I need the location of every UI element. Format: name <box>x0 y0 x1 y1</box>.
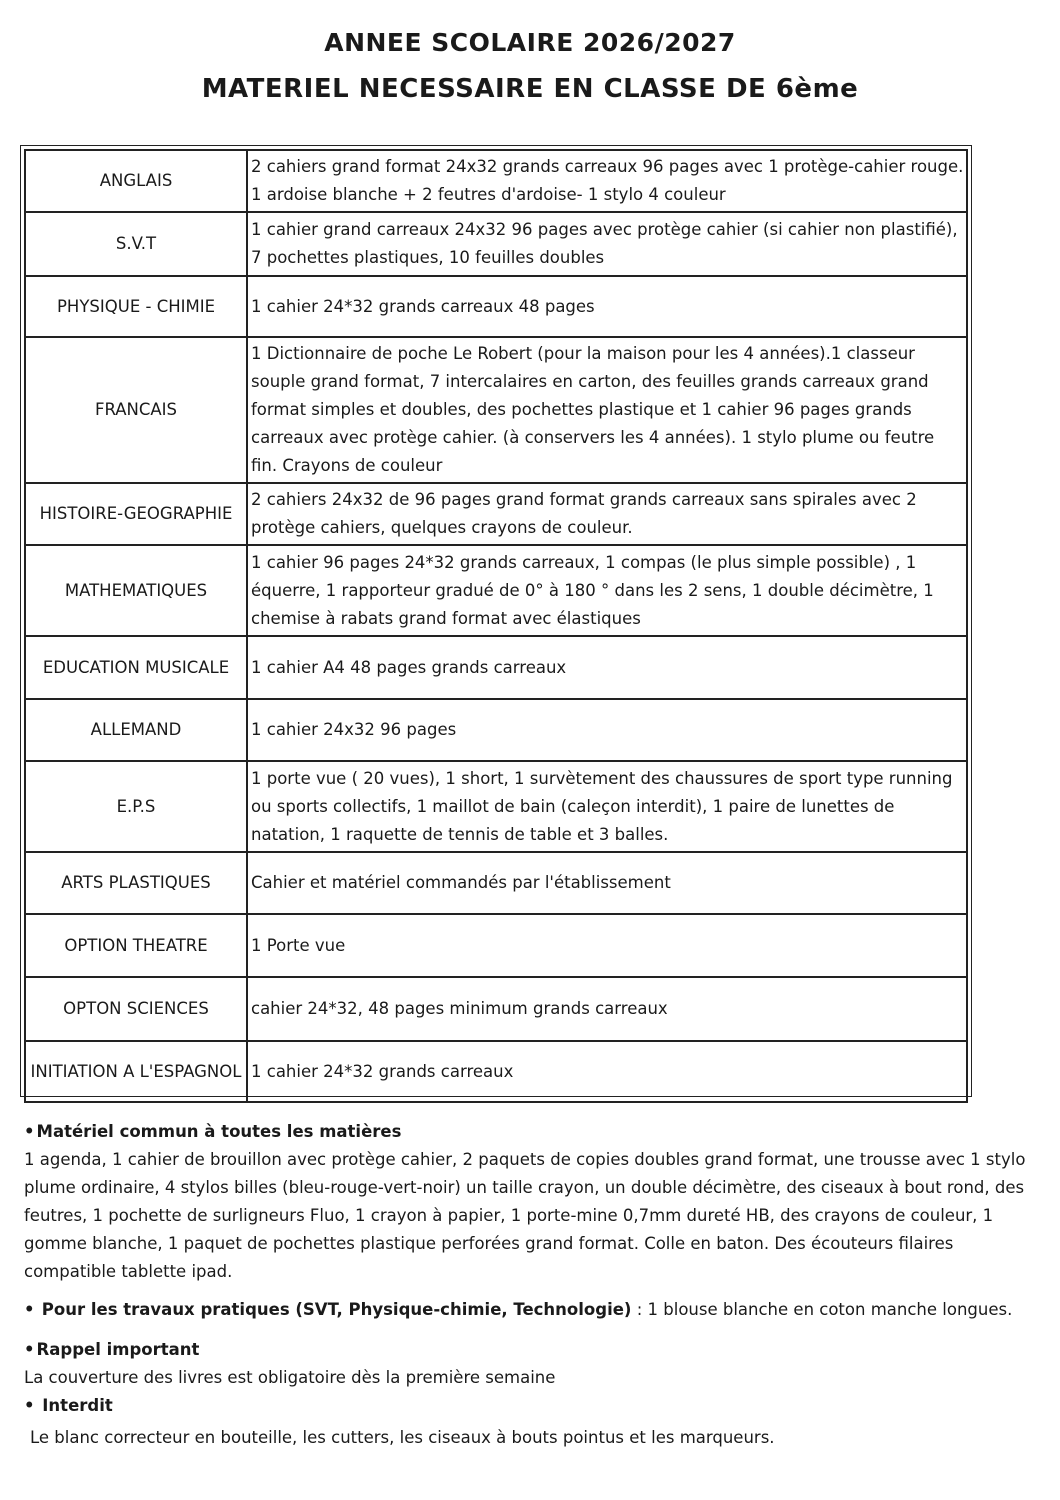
common-materials-title: Matériel commun à toutes les matières <box>36 1122 402 1141</box>
subject-cell: E.P.S <box>25 761 247 852</box>
materials-cell: 1 Dictionnaire de poche Le Robert (pour la maison pour les 4 années).1 classeur souple grand format, 7 intercalaires en carton, des feuilles grands carreaux grand format simples et doubles, des pochettes plastique et 1 cahier 96 pages grands carreaux avec protège cahier. (à conservers les 4 années). 1 stylo plume ou feutre fin. Crayons de couleur <box>247 337 967 483</box>
forbidden-text: Le blanc correcteur en bouteille, les cutters, les ciseaux à bouts pointus et les marqueurs. <box>30 1428 775 1447</box>
subject-cell: PHYSIQUE - CHIMIE <box>25 276 247 337</box>
table-row <box>25 483 967 545</box>
subject-cell: S.V.T <box>25 212 247 276</box>
materials-cell: 1 porte vue ( 20 vues), 1 short, 1 survètement des chaussures de sport type running ou sports collectifs, 1 maillot de bain (caleçon interdit), 1 paire de lunettes de natation, 1 raquette de tennis de table et 3 balles. <box>247 761 967 852</box>
materials-cell: 1 cahier 24*32 grands carreaux <box>247 1041 967 1102</box>
bullet-icon: • <box>24 1340 35 1359</box>
subject-cell: EDUCATION MUSICALE <box>25 636 247 699</box>
materials-cell: 1 Porte vue <box>247 914 967 977</box>
forbidden-heading <box>24 1392 1044 1420</box>
common-materials-text: 1 agenda, 1 cahier de brouillon avec protège cahier, 2 paquets de copies doubles grand format, une trousse avec 1 stylo plume ordinaire, 4 stylos billes (bleu-rouge-vert-noir) un taille crayon, un double décimètre, des ciseaux à bout rond, des feutres, 1 pochette de surligneurs Fluo, 1 crayon à papier, 1 porte-mine 0,7mm dureté HB, des crayons de couleur, 1 gomme blanche, 1 paquet de pochettes plastique perforées grand format. Colle en baton. Des écouteurs filaires compatible tablette ipad. <box>24 1150 1026 1281</box>
reminder-title: Rappel important <box>36 1340 200 1359</box>
table-row <box>25 1041 967 1102</box>
materials-cell: 1 cahier 96 pages 24*32 grands carreaux, 1 compas (le plus simple possible) , 1 équerre, 1 rapporteur gradué de 0° à 180 ° dans les 2 sens, 1 double décimètre, 1 chemise à rabats grand format avec élastiques <box>247 545 967 636</box>
forbidden-title: Interdit <box>42 1396 113 1415</box>
table-row <box>25 276 967 337</box>
subject-cell: FRANCAIS <box>25 337 247 483</box>
table-row <box>25 212 967 276</box>
subject-cell: OPTION THEATRE <box>25 914 247 977</box>
subject-cell: INITIATION A L'ESPAGNOL <box>25 1041 247 1102</box>
subject-cell: ALLEMAND <box>25 699 247 761</box>
table-row <box>25 545 967 636</box>
materials-cell: 2 cahiers 24x32 de 96 pages grand format grands carreaux sans spirales avec 2 protège cahiers, quelques crayons de couleur. <box>247 483 967 545</box>
table-row <box>25 636 967 699</box>
materials-cell: Cahier et matériel commandés par l'établissement <box>247 852 967 914</box>
bullet-icon: • <box>24 1122 35 1141</box>
materials-cell: 1 cahier 24x32 96 pages <box>247 699 967 761</box>
school-year-title: ANNEE SCOLAIRE 2026/2027 <box>324 28 736 57</box>
subject-cell: HISTOIRE-GEOGRAPHIE <box>25 483 247 545</box>
lab-work-title: Pour les travaux pratiques (SVT, Physique-chimie, Technologie) <box>41 1300 632 1319</box>
materials-cell: 1 cahier A4 48 pages grands carreaux <box>247 636 967 699</box>
table-row <box>25 337 967 483</box>
materials-cell: 1 cahier grand carreaux 24x32 96 pages avec protège cahier (si cahier non plastifié), 7 pochettes plastiques, 10 feuilles doubles <box>247 212 967 276</box>
reminder-text: La couverture des livres est obligatoire dès la première semaine <box>24 1368 556 1387</box>
lab-work-text: : 1 blouse blanche en coton manche longues. <box>631 1300 1013 1319</box>
reminder-heading <box>24 1336 1044 1364</box>
materials-title: MATERIEL NECESSAIRE EN CLASSE DE 6ème <box>201 74 859 104</box>
notes-section <box>24 1118 1044 1452</box>
subject-cell: MATHEMATIQUES <box>25 545 247 636</box>
subject-cell: OPTON SCIENCES <box>25 977 247 1041</box>
table-row <box>25 852 967 914</box>
subject-cell: ARTS PLASTIQUES <box>25 852 247 914</box>
materials-table <box>24 149 968 1103</box>
table-row <box>25 699 967 761</box>
bullet-icon: • <box>24 1396 35 1415</box>
table-row <box>25 761 967 852</box>
common-materials-heading <box>24 1118 1044 1146</box>
table-row <box>25 977 967 1041</box>
materials-cell: cahier 24*32, 48 pages minimum grands carreaux <box>247 977 967 1041</box>
lab-work-note <box>24 1296 1044 1324</box>
materials-cell: 2 cahiers grand format 24x32 grands carreaux 96 pages avec 1 protège-cahier rouge. 1 ardoise blanche + 2 feutres d'ardoise- 1 stylo 4 couleur <box>247 150 967 212</box>
table-row <box>25 914 967 977</box>
subject-cell: ANGLAIS <box>25 150 247 212</box>
table-row <box>25 150 967 212</box>
materials-cell: 1 cahier 24*32 grands carreaux 48 pages <box>247 276 967 337</box>
materials-table-frame <box>20 145 972 1097</box>
bullet-icon: • <box>24 1300 35 1319</box>
